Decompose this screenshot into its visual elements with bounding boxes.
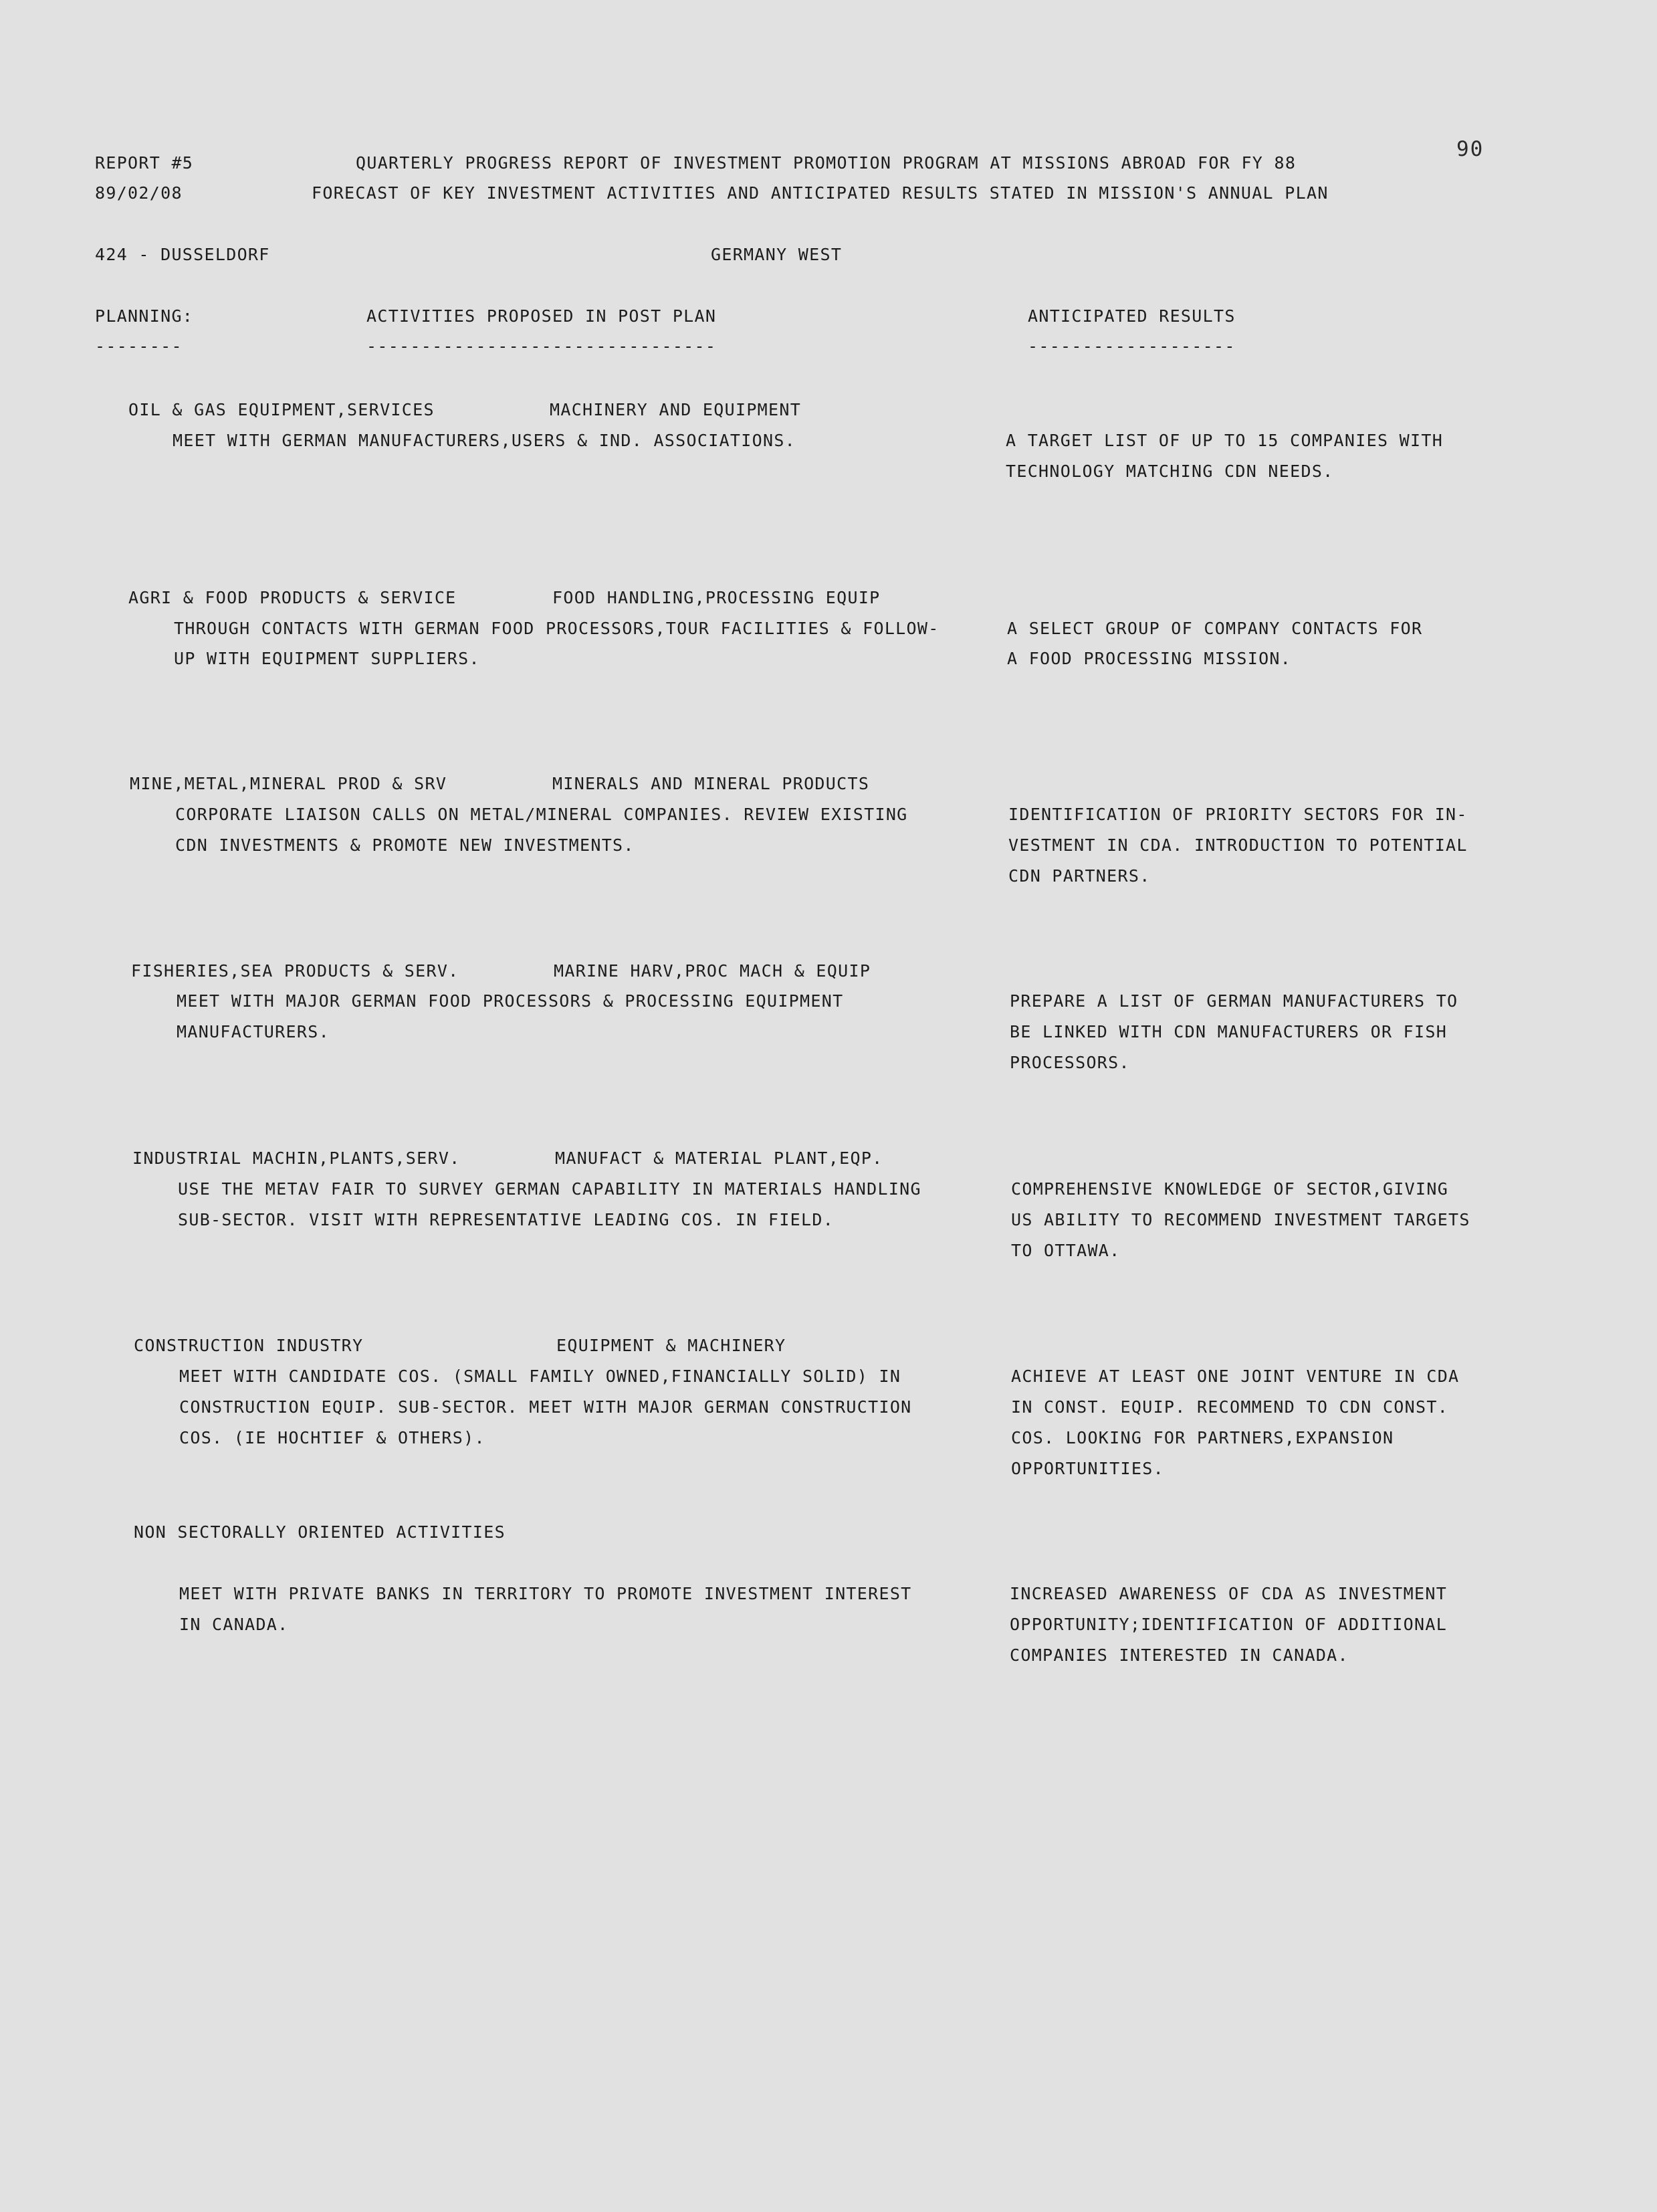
report-subtitle: FORECAST OF KEY INVESTMENT ACTIVITIES AND ANTICIPATED RESULTS STATED IN MISSION'S ANNUAL PLAN — [312, 183, 1329, 203]
page-number: 90 — [1456, 137, 1484, 161]
activity-line: CORPORATE LIAISON CALLS ON METAL/MINERAL COMPANIES. REVIEW EXISTING — [175, 805, 908, 824]
result-line: INCREASED AWARENESS OF CDA AS INVESTMENT — [1010, 1584, 1448, 1603]
result-line: TECHNOLOGY MATCHING CDN NEEDS. — [1006, 462, 1334, 481]
planning-heading: PLANNING: — [95, 306, 194, 326]
activities-heading: ACTIVITIES PROPOSED IN POST PLAN — [366, 306, 717, 326]
result-line: IN CONST. EQUIP. RECOMMEND TO CDN CONST. — [1011, 1397, 1449, 1417]
country-name: GERMANY WEST — [711, 245, 843, 264]
subsector-name: FOOD HANDLING,PROCESSING EQUIP — [552, 588, 881, 607]
result-line: OPPORTUNITIES. — [1011, 1459, 1164, 1478]
sector-name: FISHERIES,SEA PRODUCTS & SERV. — [131, 961, 459, 981]
result-line: COMPANIES INTERESTED IN CANADA. — [1010, 1645, 1349, 1665]
sector-name: MINE,METAL,MINERAL PROD & SRV — [130, 774, 447, 793]
report-title: QUARTERLY PROGRESS REPORT OF INVESTMENT PROMOTION PROGRAM AT MISSIONS ABROAD FOR FY 88 — [356, 153, 1297, 173]
activity-line: MEET WITH PRIVATE BANKS IN TERRITORY TO PROMOTE INVESTMENT INTEREST — [179, 1584, 912, 1603]
activity-line: MEET WITH MAJOR GERMAN FOOD PROCESSORS & PROCESSING EQUIPMENT — [177, 991, 844, 1011]
subsector-name: MARINE HARV,PROC MACH & EQUIP — [554, 961, 871, 981]
result-line: PREPARE A LIST OF GERMAN MANUFACTURERS TO — [1010, 991, 1458, 1011]
activity-line: MEET WITH CANDIDATE COS. (SMALL FAMILY OWNED,FINANCIALLY SOLID) IN — [179, 1367, 901, 1386]
sector-name: AGRI & FOOD PRODUCTS & SERVICE — [128, 588, 457, 607]
activity-line: CDN INVESTMENTS & PROMOTE NEW INVESTMENTS. — [175, 835, 635, 855]
result-line: COS. LOOKING FOR PARTNERS,EXPANSION — [1011, 1428, 1394, 1447]
activity-line: IN CANADA. — [179, 1615, 289, 1634]
activity-line: USE THE METAV FAIR TO SURVEY GERMAN CAPABILITY IN MATERIALS HANDLING — [178, 1179, 921, 1199]
result-line: IDENTIFICATION OF PRIORITY SECTORS FOR IN- — [1008, 805, 1468, 824]
result-line: CDN PARTNERS. — [1008, 866, 1151, 886]
result-line: COMPREHENSIVE KNOWLEDGE OF SECTOR,GIVING — [1011, 1179, 1449, 1199]
non-sectoral-heading: NON SECTORALLY ORIENTED ACTIVITIES — [134, 1522, 506, 1542]
result-line: A TARGET LIST OF UP TO 15 COMPANIES WITH — [1006, 431, 1444, 450]
activity-line: SUB-SECTOR. VISIT WITH REPRESENTATIVE LEADING COS. IN FIELD. — [178, 1210, 835, 1229]
result-line: TO OTTAWA. — [1011, 1241, 1121, 1260]
report-number: REPORT #5 — [95, 153, 194, 173]
results-heading: ANTICIPATED RESULTS — [1028, 306, 1236, 326]
activity-line: CONSTRUCTION EQUIP. SUB-SECTOR. MEET WITH MAJOR GERMAN CONSTRUCTION — [179, 1397, 912, 1417]
activity-line: MEET WITH GERMAN MANUFACTURERS,USERS & IND. ASSOCIATIONS. — [173, 431, 796, 450]
subsector-name: MACHINERY AND EQUIPMENT — [550, 400, 802, 419]
subsector-name: MANUFACT & MATERIAL PLANT,EQP. — [555, 1148, 883, 1168]
result-line: OPPORTUNITY;IDENTIFICATION OF ADDITIONAL — [1010, 1615, 1448, 1634]
post-name: 424 - DUSSELDORF — [95, 245, 270, 264]
result-line: PROCESSORS. — [1010, 1053, 1130, 1072]
result-line: A FOOD PROCESSING MISSION. — [1007, 649, 1292, 668]
result-line: VESTMENT IN CDA. INTRODUCTION TO POTENTIAL — [1008, 835, 1468, 855]
sector-name: INDUSTRIAL MACHIN,PLANTS,SERV. — [132, 1148, 461, 1168]
result-line: BE LINKED WITH CDN MANUFACTURERS OR FISH — [1010, 1022, 1448, 1041]
subsector-name: EQUIPMENT & MACHINERY — [556, 1336, 786, 1355]
subsector-name: MINERALS AND MINERAL PRODUCTS — [552, 774, 870, 793]
results-rule: ------------------- — [1028, 336, 1236, 356]
activity-line: MANUFACTURERS. — [177, 1022, 330, 1041]
report-date: 89/02/08 — [95, 183, 183, 203]
result-line: A SELECT GROUP OF COMPANY CONTACTS FOR — [1007, 619, 1423, 638]
activity-line: UP WITH EQUIPMENT SUPPLIERS. — [174, 649, 480, 668]
sector-name: OIL & GAS EQUIPMENT,SERVICES — [128, 400, 435, 419]
result-line: US ABILITY TO RECOMMEND INVESTMENT TARGETS — [1011, 1210, 1470, 1229]
activity-line: THROUGH CONTACTS WITH GERMAN FOOD PROCESSORS,TOUR FACILITIES & FOLLOW- — [174, 619, 940, 638]
activities-rule: -------------------------------- — [366, 336, 717, 356]
activity-line: COS. (IE HOCHTIEF & OTHERS). — [179, 1428, 485, 1447]
result-line: ACHIEVE AT LEAST ONE JOINT VENTURE IN CDA — [1011, 1367, 1460, 1386]
planning-rule: -------- — [95, 336, 183, 356]
sector-name: CONSTRUCTION INDUSTRY — [134, 1336, 364, 1355]
